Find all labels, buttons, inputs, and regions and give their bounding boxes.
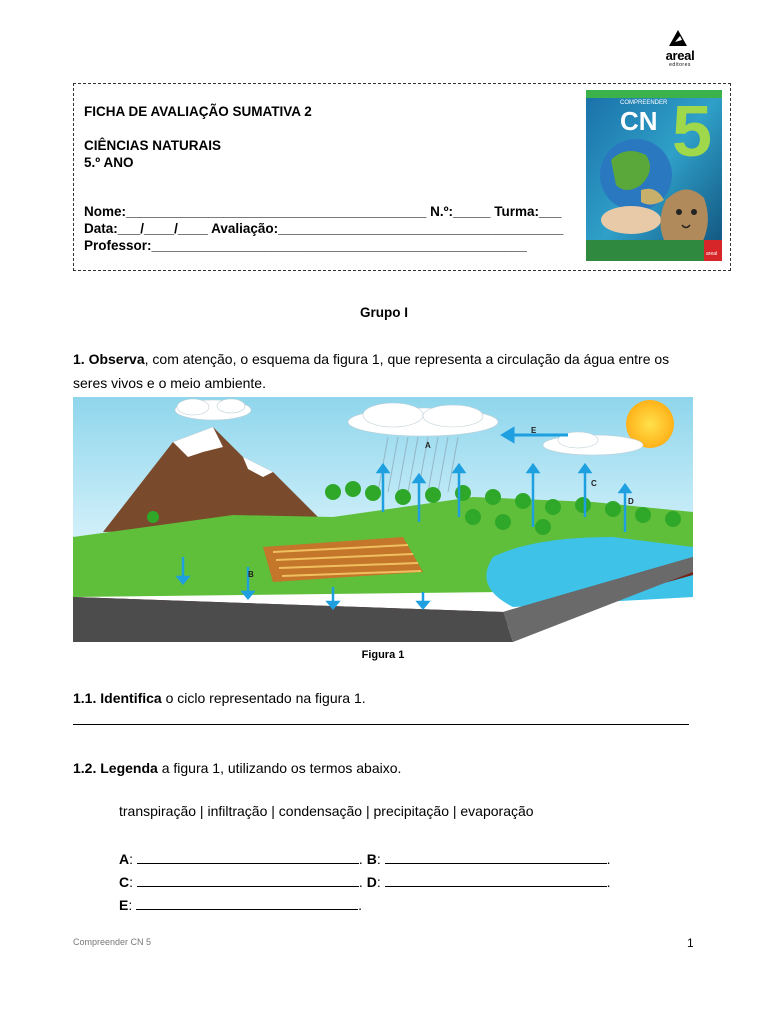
terms-list: transpiração | infiltração | condensação | precipitação | evaporação [119, 803, 534, 819]
figure-label-b: B [248, 570, 254, 579]
answer-row-ab: A: . B: . [119, 851, 611, 867]
answer-label-a: A [119, 851, 130, 867]
logo-subtitle: editores [669, 62, 691, 68]
answer-blank-b[interactable] [385, 851, 607, 864]
answer-blank-d[interactable] [385, 874, 607, 887]
q1-number: 1. [73, 351, 85, 367]
figure-caption: Figura 1 [361, 649, 405, 661]
school-year: 5.º ANO [84, 155, 134, 170]
water-cycle-figure [73, 397, 693, 642]
book-cover [586, 90, 722, 261]
answer-label-c: C [119, 874, 130, 890]
q12-number: 1.2. [73, 760, 97, 776]
q1-text-line2: seres vivos e o meio ambiente. [73, 375, 266, 391]
worksheet-title: FICHA DE AVALIAÇÃO SUMATIVA 2 [84, 104, 312, 119]
answer-blank-a[interactable] [137, 851, 359, 864]
q11-text: o ciclo representado na figura 1. [161, 690, 366, 706]
footer-text: Compreender CN 5 [73, 937, 152, 947]
answer-label-d: D [366, 874, 377, 890]
figure-label-a: A [425, 441, 431, 450]
areal-logo-icon [667, 28, 689, 48]
date-field[interactable]: Data:___/____/____ Avaliação:______________________________________ [84, 221, 564, 236]
logo-name: areal [665, 48, 695, 63]
answer-label-b: B [366, 851, 377, 867]
teacher-field[interactable]: Professor:__________________________________________________ [84, 238, 527, 253]
figure-label-e: E [531, 426, 537, 435]
group-title: Grupo I [360, 305, 408, 320]
q11-verb: Identifica [100, 690, 162, 706]
answer-row-cd: C: . D: . [119, 874, 611, 890]
q12-text: a figura 1, utilizando os termos abaixo. [157, 760, 402, 776]
subject-title: CIÊNCIAS NATURAIS [84, 138, 222, 153]
q1-verb: Observa [88, 351, 145, 367]
figure-label-d: D [628, 497, 634, 506]
question-1-2 [73, 756, 401, 780]
publisher-logo [650, 28, 710, 68]
answer-line-1-1[interactable] [73, 724, 689, 725]
question-1 [73, 347, 713, 395]
answer-label-e: E [119, 897, 129, 913]
name-field[interactable]: Nome:________________________________________ N.º:_____ Turma:___ [84, 204, 562, 219]
q12-verb: Legenda [100, 760, 158, 776]
answer-row-e: E: . [119, 897, 363, 913]
book-cover-image [586, 90, 722, 261]
cover-title: CN [620, 106, 658, 136]
answer-blank-e[interactable] [136, 897, 358, 910]
header-box [73, 83, 731, 271]
question-1-1 [73, 686, 366, 710]
q11-number: 1.1. [73, 690, 97, 706]
answer-blank-c[interactable] [137, 874, 359, 887]
q1-text: , com atenção, o esquema da figura 1, que representa a circulação da água entre os [144, 351, 670, 367]
cover-publisher: areal [706, 251, 718, 257]
cover-series: COMPREENDER [620, 100, 668, 106]
water-cycle-diagram [73, 397, 693, 642]
figure-label-c: C [591, 479, 597, 488]
cover-number: 5 [672, 92, 713, 172]
page-number: 1 [687, 936, 694, 950]
